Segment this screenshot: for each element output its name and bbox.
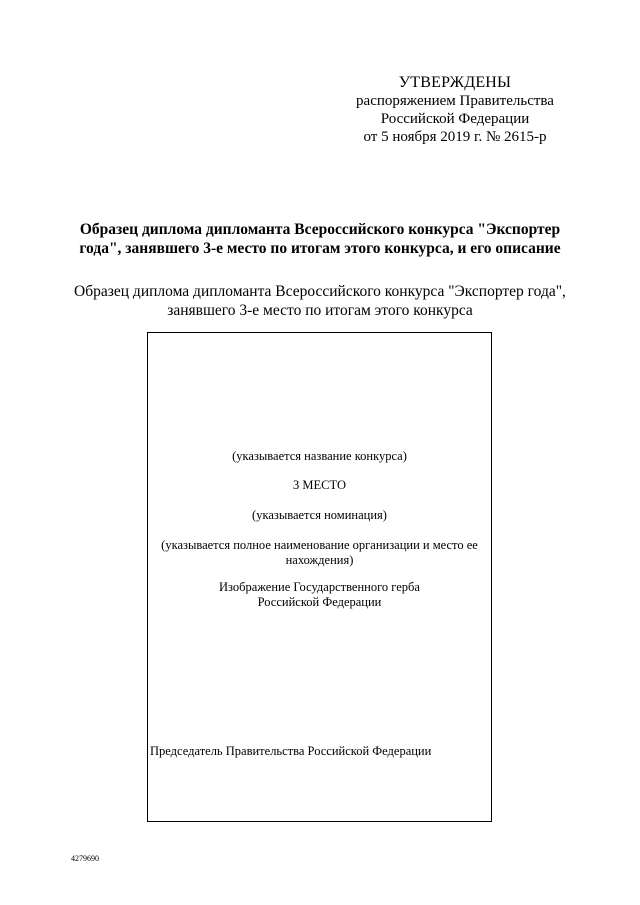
nomination-placeholder: (указывается номинация) [252, 508, 387, 522]
emblem-placeholder-line-1: Изображение Государственного герба [219, 580, 420, 594]
contest-name-placeholder: (указывается название конкурса) [232, 449, 407, 463]
approval-line-1: распоряжением Правительства [356, 93, 554, 109]
emblem-placeholder-line-2: Российской Федерации [257, 595, 382, 609]
approval-line-3: от 5 ноября 2019 г. № 2615-р [363, 129, 547, 145]
document-heading [70, 220, 570, 258]
sample-heading-line-1: Образец диплома дипломанта Всероссийского конкурса "Экспортер года", [74, 283, 566, 300]
document-number: 4279690 [71, 854, 99, 863]
sample-heading [60, 282, 580, 320]
emblem-placeholder [156, 580, 483, 610]
approval-title: УТВЕРЖДЕНЫ [398, 74, 512, 91]
document-heading-line-1: Образец диплома дипломанта Всероссийского конкурса "Экспортер [79, 221, 561, 238]
document-heading-line-2: года", занявшего 3-е место по итогам этого конкурса, и его описание [79, 240, 561, 257]
diploma-frame [147, 332, 492, 822]
approval-block [330, 74, 580, 146]
chairman-signature-line: Председатель Правительства Российской Федерации [150, 744, 432, 758]
organization-placeholder-line-2: нахождения) [285, 553, 354, 567]
sample-heading-line-2: занявшего 3-е место по итогам этого конкурса [167, 302, 473, 319]
place-label: 3 МЕСТО [293, 478, 346, 492]
approval-line-2: Российской Федерации [380, 111, 530, 127]
organization-placeholder [156, 538, 483, 568]
organization-placeholder-line-1: (указывается полное наименование организации и место ее [161, 538, 478, 552]
